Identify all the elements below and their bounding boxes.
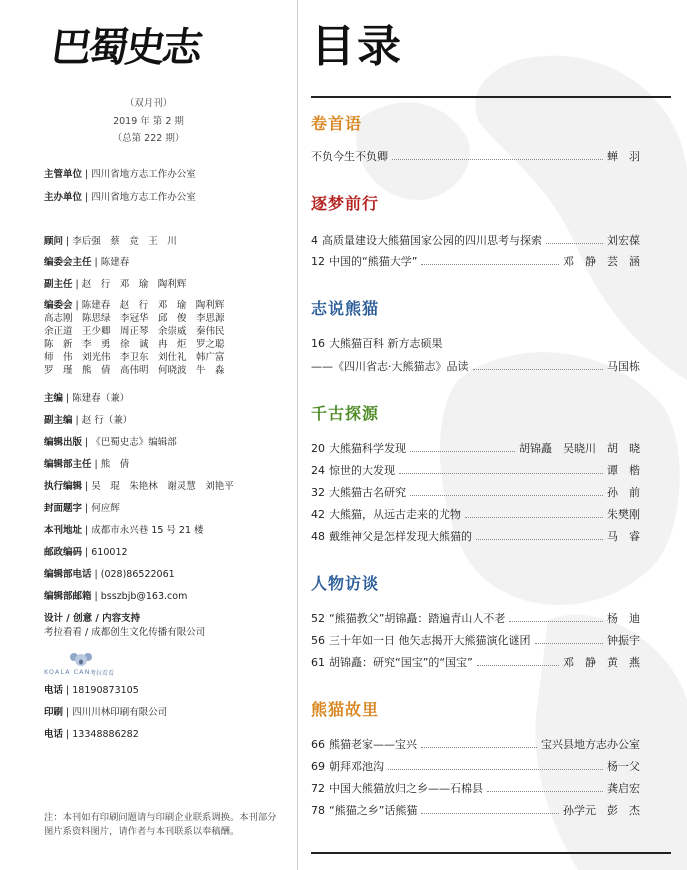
toc-entry[interactable]: 20 大熊猫科学发现 胡锦矗 吴晓川 胡 晓 bbox=[311, 441, 640, 455]
footnote: 注：本刊如有印刷问题请与印刷企业联系调换。本刊部分图片系资料图片，请作者与本刊联系以奉稿酬。 bbox=[44, 812, 277, 837]
section-heading: 卷首语 bbox=[311, 114, 363, 133]
koala-can-logo bbox=[44, 648, 124, 678]
toc-entry[interactable]: 24 惊世的大发现 谭 楷 bbox=[311, 463, 640, 477]
toc-entry[interactable]: 78 “熊猫之乡”话熊猫 孙学元 彭 杰 bbox=[311, 803, 640, 817]
board-member-row: 罗 瑾 熊 倩 高伟明 何晓波 牛 淼 bbox=[44, 365, 225, 376]
toc-entry[interactable]: 72 中国大熊猫放归之乡——石棉县 龚启宏 bbox=[311, 781, 640, 795]
toc-entry[interactable]: 61 胡锦矗：研究“国宝”的“国宝” 邓 静 黄 燕 bbox=[311, 655, 640, 669]
koala-brand-text: KOALA CAN bbox=[44, 668, 91, 676]
total-issue: （总第 222 期） bbox=[112, 133, 185, 144]
toc-entry[interactable]: 42 大熊猫，从远古走来的尤物 朱樊刚 bbox=[311, 507, 640, 521]
top-rule bbox=[311, 96, 671, 98]
magazine-logo: 巴蜀史志 bbox=[48, 24, 203, 71]
toc-entry[interactable]: 52 “熊猫教父”胡锦矗：踏遍青山人不老 杨 迪 bbox=[311, 611, 640, 625]
issue-number: 2019 年 第 2 期 bbox=[113, 116, 184, 127]
toc-entry[interactable]: ——《四川省志·大熊猫志》品读 马国栋 bbox=[311, 360, 640, 373]
section-heading: 人物访谈 bbox=[311, 574, 380, 593]
section-heading: 志说熊猫 bbox=[311, 299, 380, 318]
section-heading: 逐梦前行 bbox=[311, 194, 380, 213]
masthead-row-printer: 印刷 | 四川川林印刷有限公司 bbox=[44, 707, 168, 718]
masthead-row-supervisor: 主管单位 | 四川省地方志工作办公室 bbox=[44, 169, 196, 180]
masthead-row-deputy-editor: 副主编 | 赵 行（兼） bbox=[44, 415, 133, 426]
masthead-row-dept-head: 编辑部主任 | 熊 倩 bbox=[44, 459, 130, 470]
masthead-row-advisor: 顾问 | 李后强 蔡 竞 王 川 bbox=[44, 236, 177, 247]
masthead-row-board-director: 编委会主任 | 陈建春 bbox=[44, 257, 130, 268]
board-member-row: 陈 新 李 勇 徐 诚 冉 炬 罗之聪 bbox=[44, 339, 225, 350]
masthead-row-board: 编委会 | 陈建春 赵 行 邓 瑜 陶利辉 bbox=[44, 300, 225, 311]
toc-entry[interactable]: 不负今生不负卿 蝉 羽 bbox=[311, 150, 640, 163]
koala-brand-cn: 考拉看看 bbox=[90, 670, 115, 677]
design-credit-value: 考拉看看 / 成都创生文化传播有限公司 bbox=[44, 627, 206, 638]
masthead-row-contact-phone: 电话 | 18190873105 bbox=[44, 685, 139, 696]
masthead-row-publisher: 编辑出版 | 《巴蜀史志》编辑部 bbox=[44, 437, 177, 448]
bottom-rule bbox=[311, 852, 671, 854]
section-heading: 千古探源 bbox=[311, 404, 380, 423]
masthead-row-printer-phone: 电话 | 13348886282 bbox=[44, 729, 139, 740]
masthead-row-email: 编辑部邮箱 | bsszbjb@163.com bbox=[44, 591, 188, 602]
toc-entry[interactable]: 48 戴维神父是怎样发现大熊猫的 马 睿 bbox=[311, 529, 640, 543]
masthead-row-sponsor: 主办单位 | 四川省地方志工作办公室 bbox=[44, 192, 196, 203]
masthead-row-editor-in-chief: 主编 | 陈建春（兼） bbox=[44, 393, 130, 404]
column-divider bbox=[297, 0, 298, 870]
masthead-row-executive-editor: 执行编辑 | 吴 琨 朱艳林 谢灵慧 刘艳平 bbox=[44, 481, 234, 492]
masthead-row-deputy-director: 副主任 | 赵 行 邓 瑜 陶利辉 bbox=[44, 279, 187, 290]
masthead-row-cover-calligraphy: 封面题字 | 何应辉 bbox=[44, 503, 120, 514]
toc-entry[interactable]: 12 中国的“熊猫大学” 邓 静 芸 涵 bbox=[311, 254, 640, 268]
masthead-row-postcode: 邮政编码 | 610012 bbox=[44, 547, 128, 558]
board-member-row: 高志刚 陈思绿 李冠华 邱 俊 李思源 bbox=[44, 313, 225, 324]
masthead-row-address: 本刊地址 | 成都市永兴巷 15 号 21 楼 bbox=[44, 525, 204, 536]
masthead-row-phone: 编辑部电话 | (028)86522061 bbox=[44, 569, 175, 580]
toc-entry[interactable]: 66 熊猫老家——宝兴 宝兴县地方志办公室 bbox=[311, 737, 640, 751]
frequency-text: （双月刊） bbox=[124, 98, 173, 109]
board-member-row: 师 伟 刘光伟 李卫东 刘仕礼 韩广富 bbox=[44, 352, 225, 363]
toc-entry[interactable]: 16 大熊猫百科 新方志硕果 bbox=[311, 336, 443, 350]
toc-entry[interactable]: 4 高质量建设大熊猫国家公园的四川思考与探索 刘宏葆 bbox=[311, 233, 640, 247]
toc-entry[interactable]: 56 三十年如一日 他矢志揭开大熊猫演化谜团 钟振宇 bbox=[311, 633, 640, 647]
section-heading: 熊猫故里 bbox=[311, 700, 380, 719]
toc-entry[interactable]: 32 大熊猫古名研究 孙 前 bbox=[311, 485, 640, 499]
page-title: 目录 bbox=[311, 21, 403, 72]
design-credit-label: 设计 / 创意 / 内容支持 bbox=[44, 613, 141, 624]
board-member-row: 余正道 王少卿 周正琴 余崇威 秦伟民 bbox=[44, 326, 225, 337]
toc-entry[interactable]: 69 朝拜邓池沟 杨一父 bbox=[311, 759, 640, 773]
